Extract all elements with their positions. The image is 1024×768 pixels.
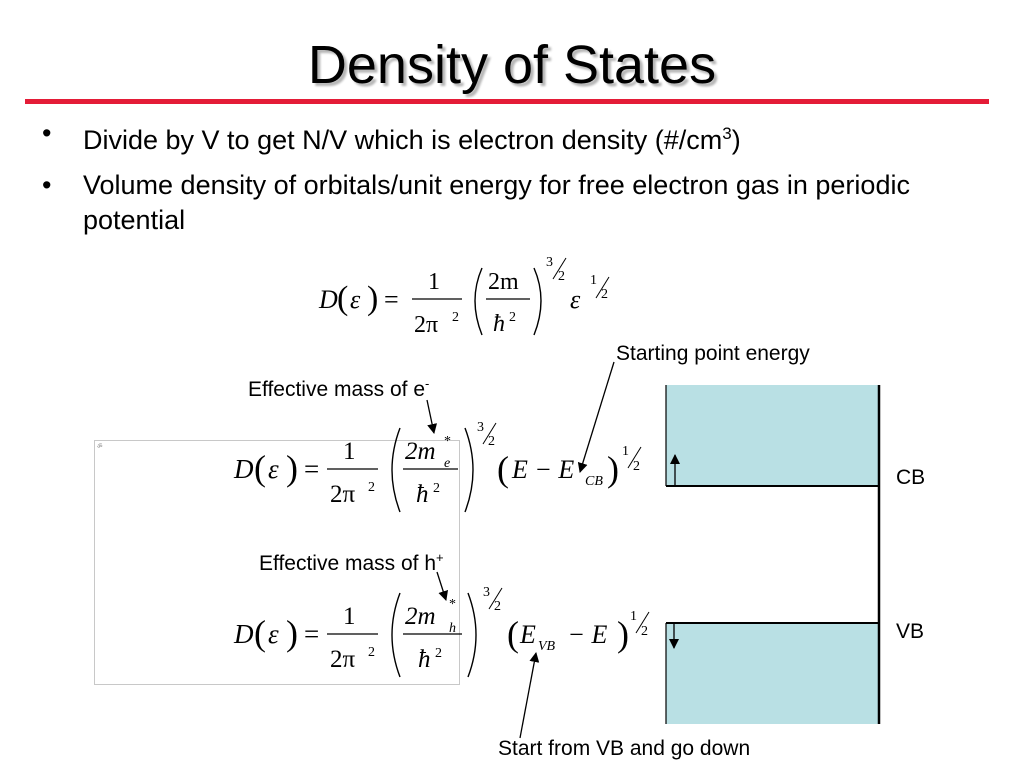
valence-band bbox=[666, 623, 879, 724]
bullet-suffix: ) bbox=[731, 125, 741, 155]
eq-h-equals: = bbox=[304, 619, 320, 649]
label-cb: CB bbox=[896, 466, 926, 489]
eq-h-tail-exp-den: 2 bbox=[641, 624, 648, 639]
eq-e-inner-sub: e bbox=[444, 456, 451, 471]
eq-h-eps: ε bbox=[268, 619, 279, 649]
eq-e-tail-sub: CB bbox=[585, 474, 603, 489]
eq-e-inner-den-exp: 2 bbox=[433, 481, 440, 496]
eq-h-tail-exp-num: 1 bbox=[630, 609, 637, 624]
band-diagram bbox=[666, 385, 879, 724]
eq-e-tail-exp-num: 1 bbox=[622, 444, 629, 459]
eq-main-num: 1 bbox=[428, 269, 440, 295]
label-effective-mass-h bbox=[259, 546, 444, 576]
equation-main bbox=[318, 255, 609, 338]
eq-e-d: D bbox=[234, 454, 254, 484]
eq-e-lparen: ( bbox=[254, 448, 266, 488]
label-effective-mass-h-text: Effective mass of h bbox=[259, 552, 437, 575]
eq-h-exp-den: 2 bbox=[494, 599, 501, 614]
eq-e-tail: E − E bbox=[512, 455, 575, 484]
eq-h-inner-den: ħ bbox=[418, 646, 431, 673]
embedded-object-icon: ॐ bbox=[97, 444, 103, 450]
label-start-vb: Start from VB and go down bbox=[498, 737, 751, 760]
eq-h-inner-num: 2m bbox=[405, 603, 436, 630]
arrow-effective-mass-h bbox=[437, 572, 446, 600]
eq-main-exp-den: 2 bbox=[558, 269, 565, 284]
eq-h-big-rparen bbox=[468, 593, 476, 677]
eq-main-inner-den-exp: 2 bbox=[509, 310, 516, 325]
eq-e-tail-exp-den: 2 bbox=[633, 459, 640, 474]
label-starting-point: Starting point energy bbox=[616, 342, 810, 365]
eq-e-tail-rparen: ) bbox=[607, 449, 619, 489]
slide-title: Density of States bbox=[307, 35, 717, 95]
eq-e-eps: ε bbox=[268, 454, 279, 484]
label-effective-mass-e-sup: - bbox=[425, 376, 430, 391]
eq-h-exp-num: 3 bbox=[483, 585, 490, 600]
eq-e-den: 2π bbox=[330, 481, 356, 508]
eq-main-tail: ε bbox=[570, 285, 581, 314]
conduction-band bbox=[666, 385, 879, 486]
eq-e-num: 1 bbox=[343, 438, 356, 465]
eq-main-big-rparen bbox=[534, 268, 541, 335]
label-effective-mass-e-text: Effective mass of e bbox=[248, 378, 426, 401]
eq-h-d: D bbox=[234, 619, 254, 649]
eq-e-exp-num: 3 bbox=[477, 420, 484, 435]
eq-e-inner-sup: * bbox=[444, 434, 451, 449]
eq-e-tail-lparen: ( bbox=[497, 449, 509, 489]
eq-main-equals: = bbox=[384, 285, 399, 314]
arrow-effective-mass-e bbox=[427, 400, 434, 433]
eq-h-inner-den-exp: 2 bbox=[435, 646, 442, 661]
label-effective-mass-e bbox=[248, 372, 429, 402]
bullet-text: Divide by V to get N/V which is electron density (#/cm bbox=[83, 125, 723, 155]
eq-h-tail-post: − E bbox=[561, 620, 608, 649]
eq-e-den-exp: 2 bbox=[368, 480, 375, 495]
eq-main-tail-exp-num: 1 bbox=[590, 273, 597, 288]
eq-main-tail-exp-den: 2 bbox=[601, 287, 608, 302]
eq-e-exp-den: 2 bbox=[488, 434, 495, 449]
eq-main-rparen: ) bbox=[367, 280, 379, 317]
eq-h-tail-pre: E bbox=[520, 620, 536, 649]
bullet-marker: • bbox=[42, 118, 52, 148]
eq-main-big-lparen bbox=[475, 268, 482, 335]
eq-h-tail-rparen: ) bbox=[617, 614, 629, 654]
eq-h-inner-sub: h bbox=[449, 621, 456, 636]
eq-main-inner-den: ħ bbox=[493, 311, 505, 337]
eq-e-big-lparen bbox=[392, 428, 400, 512]
eq-main-den-exp: 2 bbox=[452, 310, 459, 325]
eq-h-tail-lparen: ( bbox=[507, 614, 519, 654]
bullet-superscript: 3 bbox=[722, 124, 732, 143]
eq-e-rparen: ) bbox=[286, 448, 298, 488]
arrow-start-vb bbox=[520, 653, 536, 738]
bullet-text: Volume density of orbitals/unit energy for free electron gas in periodic potential bbox=[83, 170, 910, 235]
eq-main-d: D bbox=[319, 285, 338, 314]
eq-e-inner-den: ħ bbox=[416, 481, 429, 508]
eq-main-lparen: ( bbox=[337, 280, 349, 317]
eq-h-big-lparen bbox=[392, 593, 400, 677]
eq-h-rparen: ) bbox=[286, 613, 298, 653]
eq-main-inner-num: 2m bbox=[488, 269, 519, 295]
eq-h-tail-pre-sub: VB bbox=[538, 639, 556, 654]
bullet-marker: • bbox=[42, 170, 52, 200]
eq-e-big-rparen bbox=[465, 428, 473, 512]
eq-e-inner-num: 2m bbox=[405, 438, 436, 465]
eq-main-den: 2π bbox=[414, 312, 439, 338]
equation-electron bbox=[233, 420, 641, 512]
eq-h-den-exp: 2 bbox=[368, 645, 375, 660]
eq-main-eps: ε bbox=[350, 285, 361, 314]
eq-h-num: 1 bbox=[343, 603, 356, 630]
label-effective-mass-h-sup: + bbox=[436, 550, 444, 565]
eq-main-exp-num: 3 bbox=[546, 255, 553, 270]
label-vb: VB bbox=[896, 620, 925, 643]
eq-h-inner-sup: * bbox=[449, 597, 456, 612]
equation-hole bbox=[233, 585, 649, 677]
eq-h-lparen: ( bbox=[254, 613, 266, 653]
eq-e-equals: = bbox=[304, 454, 320, 484]
eq-h-den: 2π bbox=[330, 646, 356, 673]
